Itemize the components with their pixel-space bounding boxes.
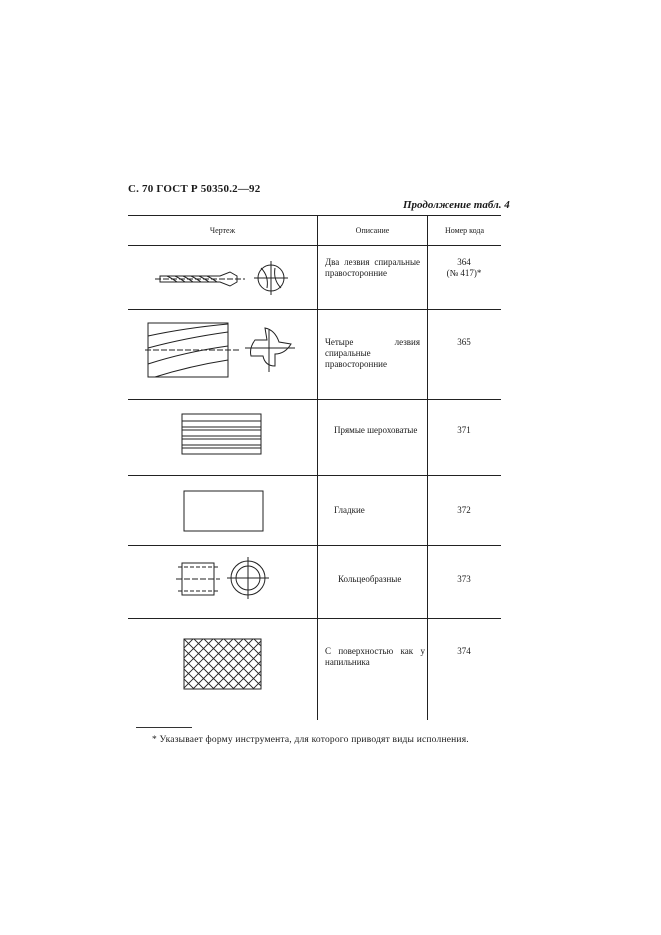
row-divider: [128, 545, 501, 546]
drill-two-flutes-drawing: [155, 258, 295, 298]
row-divider: [128, 475, 501, 476]
row-description: Два лезвия спиральные правосторонние: [325, 257, 420, 278]
footnote: * Указывает форму инструмента, для которого приводят виды исполнения.: [152, 735, 469, 745]
row-description: С поверхностью как у напильника: [325, 646, 425, 667]
row-code: 374: [457, 646, 471, 656]
row-divider: [128, 618, 501, 619]
row-code: 372: [457, 505, 471, 515]
table-header-rule: [128, 245, 501, 246]
four-flutes-drawing: [145, 320, 305, 385]
row-code: 371: [457, 425, 471, 435]
row-code: 373: [457, 574, 471, 584]
row-code-note: (№ 417)*: [446, 268, 482, 278]
column-header-drawing: Чертеж: [209, 226, 236, 235]
straight-rough-drawing: [180, 412, 265, 458]
table-continuation-label: Продолжение табл. 4: [403, 199, 510, 211]
column-divider-2: [427, 215, 428, 720]
ring-shaped-drawing: [176, 557, 271, 601]
row-divider: [128, 309, 501, 310]
row-code: 365: [457, 337, 471, 347]
row-description: Прямые шероховатые: [334, 425, 418, 435]
column-divider-1: [317, 215, 318, 720]
smooth-drawing: [183, 490, 265, 534]
column-header-description: Описание: [355, 226, 390, 235]
column-header-code: Номер кода: [444, 226, 485, 235]
row-code: 364: [457, 257, 471, 267]
row-description: Гладкие: [334, 505, 365, 515]
row-description: Кольцеобразные: [338, 574, 402, 584]
row-divider: [128, 399, 501, 400]
page-reference: С. 70 ГОСТ Р 50350.2—92: [128, 183, 261, 195]
footnote-separator: [136, 727, 192, 728]
file-surface-drawing: [183, 638, 263, 690]
table-top-rule: [128, 215, 501, 216]
row-description: Четыре лезвия спиральные правосторонние: [325, 337, 420, 369]
